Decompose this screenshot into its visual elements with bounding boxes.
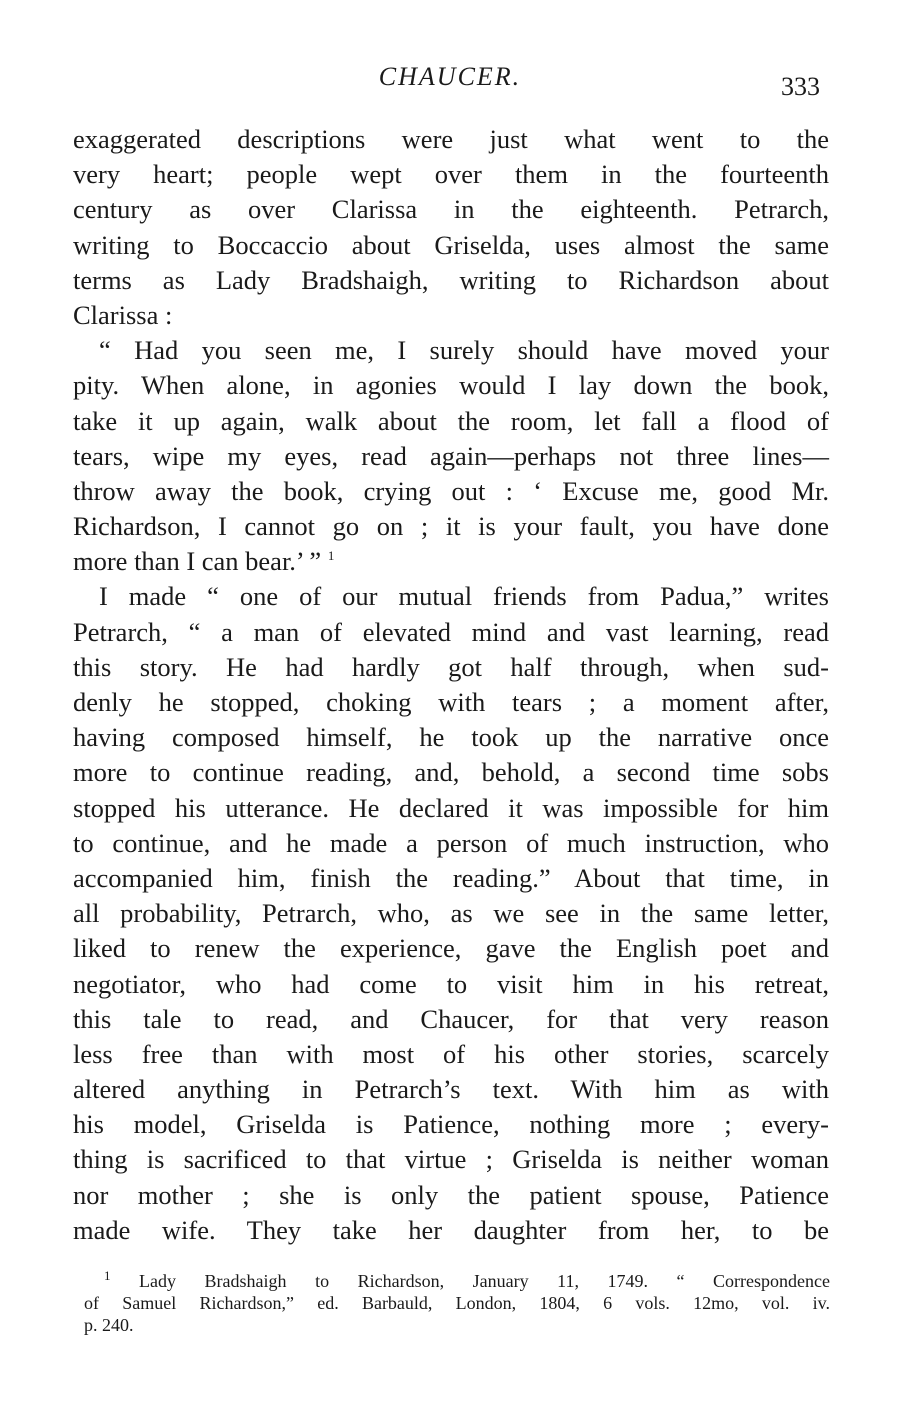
body-line: altered anything in Petrarch’s text. With him as with bbox=[73, 1074, 829, 1105]
body-line: Richardson, I cannot go on ; it is your fault, you have done bbox=[73, 511, 829, 542]
body-line: I made “ one of our mutual friends from Padua,” writes bbox=[99, 581, 829, 612]
body-line: to continue, and he made a person of much instruction, who bbox=[73, 827, 829, 858]
body-line: negotiator, who had come to visit him in his retreat, bbox=[73, 968, 829, 999]
body-line-text: more than I can bear.’ ” bbox=[73, 546, 322, 577]
body-line: having composed himself, he took up the narrative once bbox=[73, 722, 829, 753]
body-line: nor mother ; she is only the patient spouse, Patience bbox=[73, 1179, 829, 1210]
body-line: thing is sacrificed to that virtue ; Griselda is neither woman bbox=[73, 1144, 829, 1175]
footnote-reference[interactable]: 1 bbox=[327, 548, 335, 564]
body-line: made wife. They take her daughter from her, to be bbox=[73, 1214, 829, 1245]
body-line: Clarissa : bbox=[73, 299, 173, 330]
body-line: his model, Griselda is Patience, nothing more ; every- bbox=[73, 1109, 829, 1140]
body-line: less free than with most of his other stories, scarcely bbox=[73, 1038, 829, 1069]
body-line: tears, wipe my eyes, read again—perhaps not three lines— bbox=[73, 440, 829, 471]
body-line: denly he stopped, choking with tears ; a moment after, bbox=[73, 687, 829, 717]
running-title: CHAUCER. bbox=[378, 62, 522, 91]
body-line: accompanied him, finish the reading.” About that time, in bbox=[73, 862, 829, 893]
page-number: 333 bbox=[781, 72, 820, 101]
body-line: terms as Lady Bradshaigh, writing to Richardson about bbox=[73, 264, 829, 295]
body-line: liked to renew the experience, gave the English poet and bbox=[73, 933, 829, 964]
body-line: more to continue reading, and, behold, a second time sobs bbox=[73, 757, 829, 788]
body-line-with-footnote-ref bbox=[73, 544, 829, 579]
body-line: this story. He had hardly got half through, when sud- bbox=[73, 651, 829, 682]
body-line: century as over Clarissa in the eighteenth. Petrarch, bbox=[73, 194, 829, 225]
footnote-line: p. 240. bbox=[84, 1315, 134, 1335]
body-line: Petrarch, “ a man of elevated mind and vast learning, read bbox=[73, 616, 829, 647]
footnote-line: of Samuel Richardson,” ed. Barbauld, London, 1804, 6 vols. 12mo, vol. iv. bbox=[84, 1293, 830, 1313]
body-line: very heart; people wept over them in the fourteenth bbox=[73, 159, 829, 190]
footnote bbox=[84, 1270, 830, 1336]
body-line: stopped his utterance. He declared it was impossible for him bbox=[73, 792, 829, 823]
body-line: take it up again, walk about the room, let fall a flood of bbox=[73, 405, 829, 436]
body-line: throw away the book, crying out : ‘ Excuse me, good Mr. bbox=[73, 475, 829, 506]
footnote-marker: 1 bbox=[104, 1268, 111, 1283]
body-line: writing to Boccaccio about Griselda, uses almost the same bbox=[73, 229, 829, 260]
body-line: exaggerated descriptions were just what went to the bbox=[73, 124, 829, 154]
body-text bbox=[73, 122, 829, 1248]
footnote-line bbox=[84, 1270, 830, 1292]
body-line: this tale to read, and Chaucer, for that very reason bbox=[73, 1003, 829, 1034]
body-line: “ Had you seen me, I surely should have moved your bbox=[99, 335, 829, 366]
body-line: pity. When alone, in agonies would I lay down the book, bbox=[73, 370, 829, 401]
page-header bbox=[0, 62, 900, 102]
body-line: all probability, Petrarch, who, as we see in the same letter, bbox=[73, 898, 829, 929]
footnote-text: Lady Bradshaigh to Richardson, January 11, 1749. “ Correspondence bbox=[139, 1271, 830, 1291]
